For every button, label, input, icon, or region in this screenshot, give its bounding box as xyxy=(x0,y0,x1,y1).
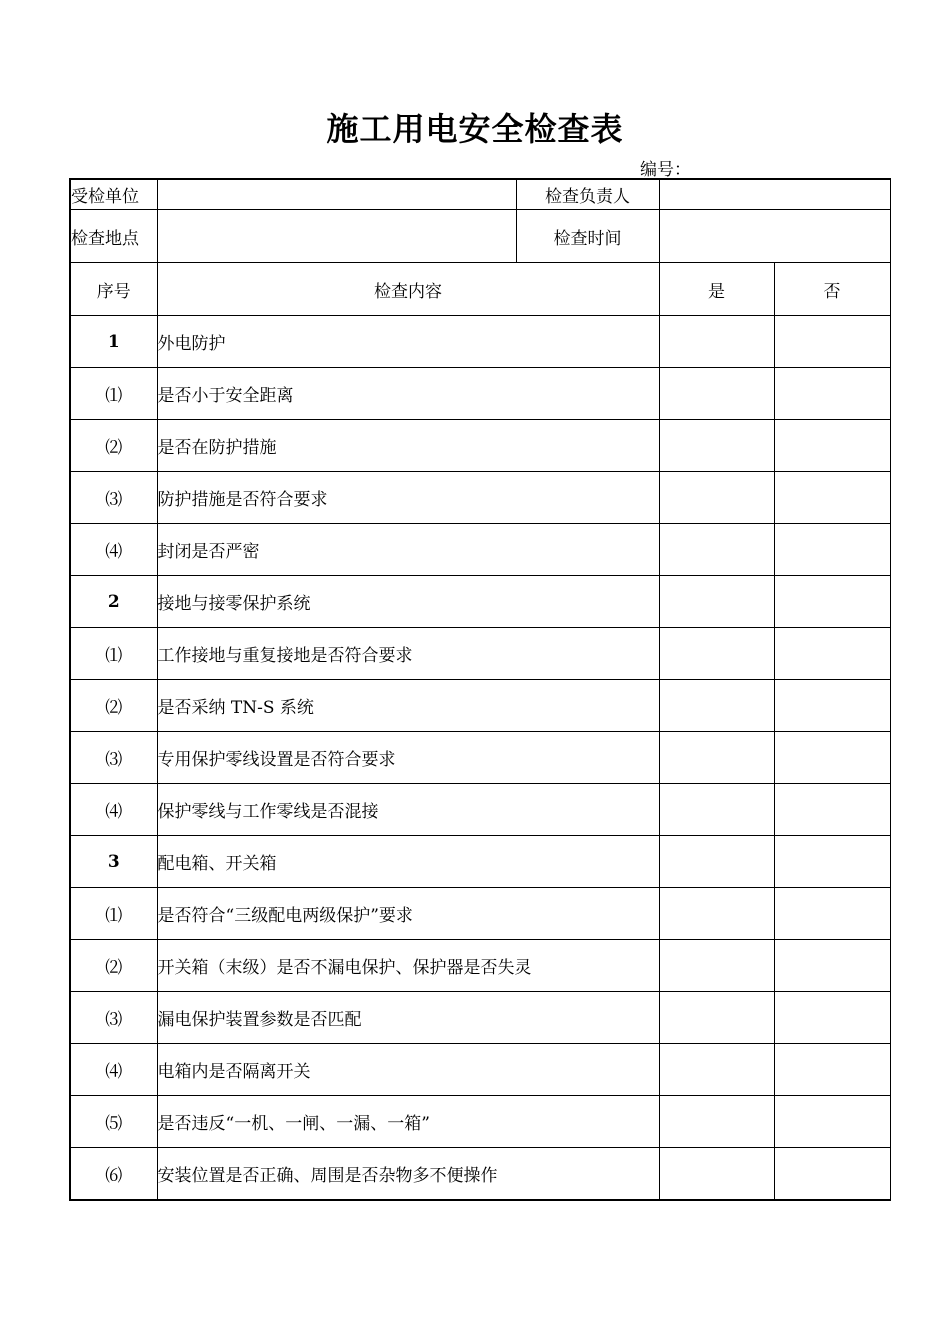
location-label: 检查地点 xyxy=(70,210,157,263)
row-seq: ⑷ xyxy=(70,524,157,576)
row-yes-cell[interactable] xyxy=(659,732,774,784)
table-row xyxy=(70,368,890,420)
table-row xyxy=(70,1044,890,1096)
inspector-label: 检查负责人 xyxy=(516,179,659,210)
row-content: 漏电保护装置参数是否匹配 xyxy=(157,992,659,1044)
row-no-cell[interactable] xyxy=(774,524,890,576)
row-content: 保护零线与工作零线是否混接 xyxy=(157,784,659,836)
row-seq: ⑶ xyxy=(70,472,157,524)
row-seq: ⑵ xyxy=(70,420,157,472)
row-yes-cell[interactable] xyxy=(659,836,774,888)
column-header-row xyxy=(70,263,890,316)
row-no-cell[interactable] xyxy=(774,1148,890,1201)
table-row xyxy=(70,628,890,680)
row-yes-cell[interactable] xyxy=(659,1148,774,1201)
row-no-cell[interactable] xyxy=(774,1044,890,1096)
row-content: 是否违反“一机、一闸、一漏、一箱” xyxy=(157,1096,659,1148)
row-yes-cell[interactable] xyxy=(659,940,774,992)
row-content: 是否小于安全距离 xyxy=(157,368,659,420)
inspected-unit-field[interactable] xyxy=(157,179,516,210)
row-no-cell[interactable] xyxy=(774,992,890,1044)
row-no-cell[interactable] xyxy=(774,472,890,524)
row-seq: 3 xyxy=(70,836,157,888)
row-yes-cell[interactable] xyxy=(659,1044,774,1096)
row-no-cell[interactable] xyxy=(774,784,890,836)
row-seq: ⑴ xyxy=(70,628,157,680)
row-no-cell[interactable] xyxy=(774,576,890,628)
section-row xyxy=(70,576,890,628)
row-no-cell[interactable] xyxy=(774,368,890,420)
row-content: 是否采纳 TN-S 系统 xyxy=(157,680,659,732)
row-no-cell[interactable] xyxy=(774,940,890,992)
row-seq: ⑴ xyxy=(70,888,157,940)
row-yes-cell[interactable] xyxy=(659,680,774,732)
row-yes-cell[interactable] xyxy=(659,524,774,576)
table-row xyxy=(70,732,890,784)
location-field[interactable] xyxy=(157,210,516,263)
row-content: 封闭是否严密 xyxy=(157,524,659,576)
row-seq: 1 xyxy=(70,316,157,368)
row-content: 工作接地与重复接地是否符合要求 xyxy=(157,628,659,680)
table-row xyxy=(70,524,890,576)
inspection-table-body xyxy=(70,179,890,1200)
row-seq: ⑹ xyxy=(70,1148,157,1201)
row-content: 接地与接零保护系统 xyxy=(157,576,659,628)
row-yes-cell[interactable] xyxy=(659,888,774,940)
column-header-yes: 是 xyxy=(659,263,774,316)
table-row xyxy=(70,472,890,524)
row-yes-cell[interactable] xyxy=(659,576,774,628)
row-no-cell[interactable] xyxy=(774,420,890,472)
row-seq: ⑷ xyxy=(70,1044,157,1096)
section-row xyxy=(70,836,890,888)
row-content: 安装位置是否正确、周围是否杂物多不便操作 xyxy=(157,1148,659,1201)
row-content: 外电防护 xyxy=(157,316,659,368)
row-seq: ⑶ xyxy=(70,992,157,1044)
time-field[interactable] xyxy=(659,210,890,263)
row-no-cell[interactable] xyxy=(774,316,890,368)
header-row-unit xyxy=(70,179,890,210)
row-no-cell[interactable] xyxy=(774,836,890,888)
header-row-location xyxy=(70,210,890,263)
row-no-cell[interactable] xyxy=(774,1096,890,1148)
row-seq: ⑵ xyxy=(70,680,157,732)
table-row xyxy=(70,420,890,472)
row-no-cell[interactable] xyxy=(774,628,890,680)
row-content: 是否在防护措施 xyxy=(157,420,659,472)
row-yes-cell[interactable] xyxy=(659,316,774,368)
row-no-cell[interactable] xyxy=(774,680,890,732)
row-seq: ⑷ xyxy=(70,784,157,836)
table-row xyxy=(70,1096,890,1148)
row-yes-cell[interactable] xyxy=(659,368,774,420)
table-row xyxy=(70,784,890,836)
column-header-content: 检查内容 xyxy=(157,263,659,316)
row-content: 防护措施是否符合要求 xyxy=(157,472,659,524)
row-yes-cell[interactable] xyxy=(659,784,774,836)
row-seq: ⑴ xyxy=(70,368,157,420)
row-yes-cell[interactable] xyxy=(659,628,774,680)
column-header-no: 否 xyxy=(774,263,890,316)
inspector-field[interactable] xyxy=(659,179,890,210)
time-label: 检查时间 xyxy=(516,210,659,263)
row-yes-cell[interactable] xyxy=(659,1096,774,1148)
row-yes-cell[interactable] xyxy=(659,472,774,524)
row-content: 电箱内是否隔离开关 xyxy=(157,1044,659,1096)
table-row xyxy=(70,680,890,732)
row-content: 专用保护零线设置是否符合要求 xyxy=(157,732,659,784)
row-yes-cell[interactable] xyxy=(659,420,774,472)
row-seq: ⑶ xyxy=(70,732,157,784)
row-seq: 2 xyxy=(70,576,157,628)
row-content: 配电箱、开关箱 xyxy=(157,836,659,888)
column-header-seq: 序号 xyxy=(70,263,157,316)
row-content: 开关箱（末级）是否不漏电保护、保护器是否失灵 xyxy=(157,940,659,992)
inspected-unit-label: 受检单位 xyxy=(70,179,157,210)
table-row xyxy=(70,1148,890,1201)
table-row xyxy=(70,992,890,1044)
inspection-table xyxy=(69,178,891,1201)
row-seq: ⑸ xyxy=(70,1096,157,1148)
form-number-label: 编号： xyxy=(640,160,691,180)
row-no-cell[interactable] xyxy=(774,732,890,784)
row-content: 是否符合“三级配电两级保护”要求 xyxy=(157,888,659,940)
row-seq: ⑵ xyxy=(70,940,157,992)
row-no-cell[interactable] xyxy=(774,888,890,940)
table-row xyxy=(70,940,890,992)
row-yes-cell[interactable] xyxy=(659,992,774,1044)
section-row xyxy=(70,316,890,368)
table-row xyxy=(70,888,890,940)
page-title: 施工用电安全检查表 xyxy=(326,110,624,148)
